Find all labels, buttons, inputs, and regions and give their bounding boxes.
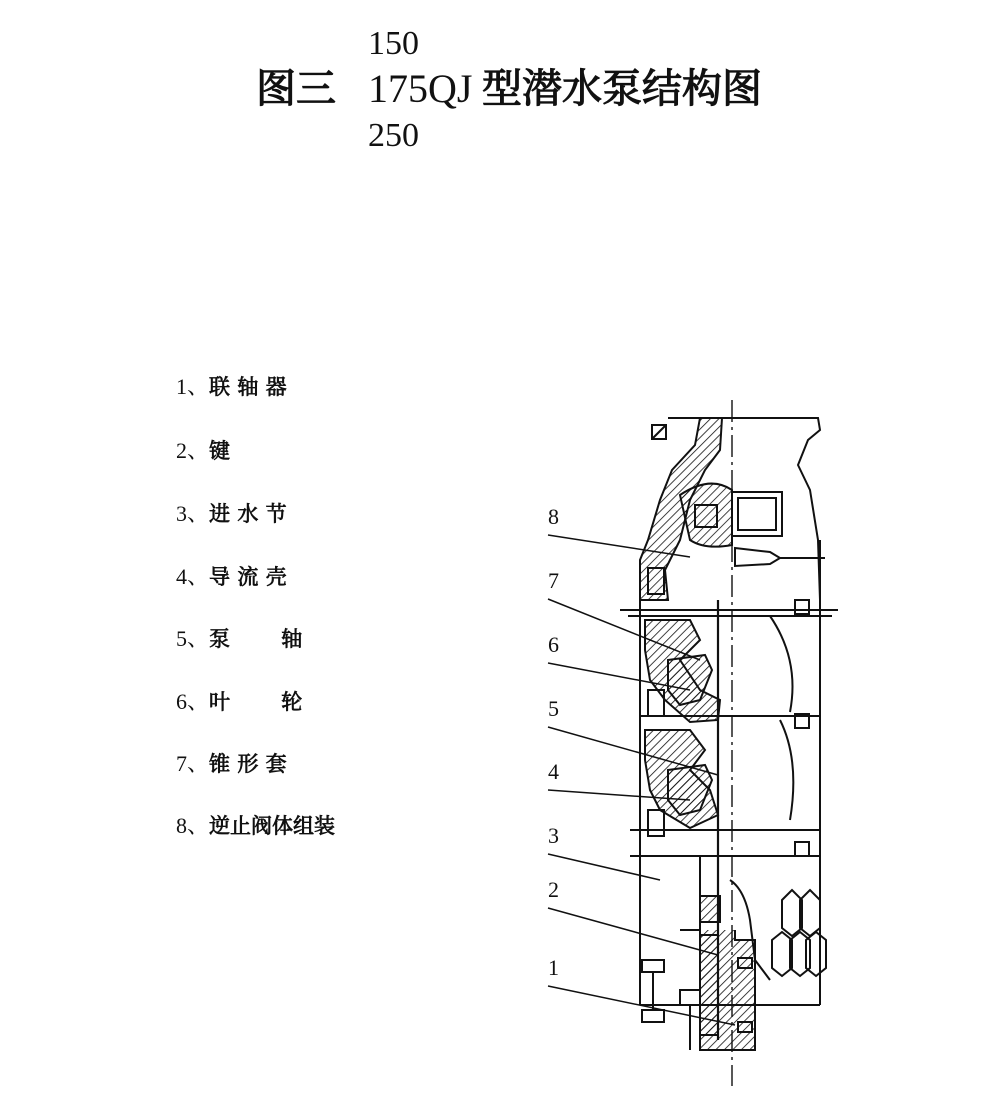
- callout-5: 5: [548, 696, 559, 721]
- figure-label: 图三: [256, 66, 336, 112]
- legend-item: 8、逆止阀体组装: [176, 813, 336, 838]
- callout-3: 3: [548, 823, 559, 848]
- pump-outline: [620, 418, 838, 1050]
- legend-item: 3、进 水 节: [176, 501, 287, 526]
- legend-item: 2、键: [176, 438, 231, 463]
- legend-item: 7、锥 形 套: [176, 751, 287, 776]
- legend-item: 5、泵 轴: [176, 626, 303, 651]
- callout-8: 8: [548, 504, 559, 529]
- model-size-250: 250: [368, 117, 419, 154]
- model-size-150: 150: [368, 25, 419, 62]
- figure-name: 型潜水泵结构图: [482, 66, 762, 112]
- legend-item: 6、叶 轮: [176, 689, 303, 714]
- callout-6: 6: [548, 632, 559, 657]
- callout-7: 7: [548, 568, 559, 593]
- legend-item: 4、导 流 壳: [176, 564, 287, 589]
- model-size-175: 175: [368, 66, 428, 111]
- callout-1: 1: [548, 955, 559, 980]
- callout-2: 2: [548, 877, 559, 902]
- model-suffix: QJ: [428, 66, 473, 111]
- callout-4: 4: [548, 759, 559, 784]
- legend-item: 1、联 轴 器: [176, 374, 287, 399]
